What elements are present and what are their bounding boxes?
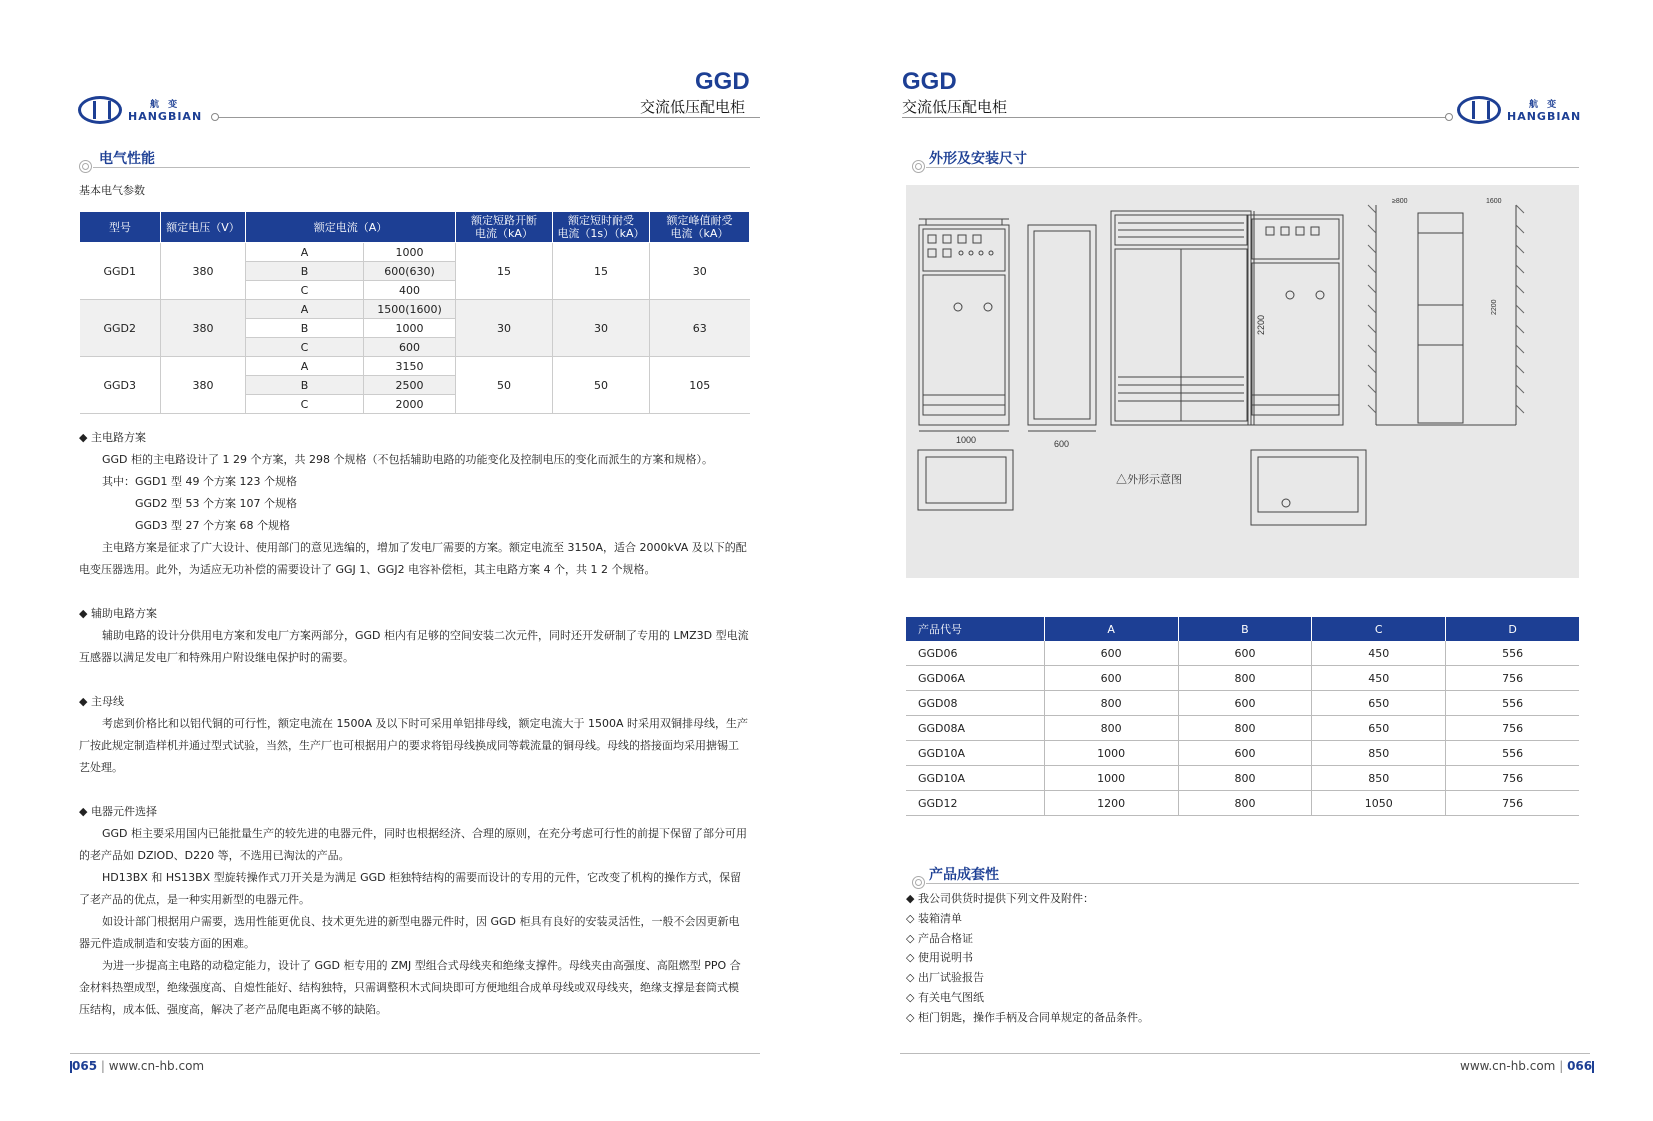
cell: 556	[1446, 691, 1579, 716]
cell: 1000	[1044, 741, 1178, 766]
drawing-caption: △外形示意图	[1116, 474, 1182, 486]
outline-drawing	[906, 185, 1579, 578]
base-plan-2	[1251, 450, 1366, 525]
paragraph: 其中：GGD1 型 49 个方案 123 个规格	[102, 475, 297, 488]
table-row	[906, 741, 1579, 766]
list-item: ◇ 出厂试验报告	[906, 971, 984, 985]
cell: GGD08	[906, 691, 1044, 716]
product-subtitle: 交流低压配电柜	[640, 98, 746, 116]
list-item: ◇ 使用说明书	[906, 951, 973, 965]
cell-sub: B	[246, 319, 364, 338]
electrical-params-table	[79, 211, 750, 414]
supply-lead: ◆ 我公司供货时提供下列文件及附件：	[906, 892, 1094, 905]
cell: GGD10A	[906, 766, 1044, 791]
table-row	[906, 666, 1579, 691]
cell: 850	[1312, 766, 1446, 791]
table-row	[906, 641, 1579, 666]
cell-voltage: 380	[161, 300, 246, 357]
page-number: 066	[1567, 1059, 1593, 1073]
cell-break: 15	[456, 243, 553, 300]
th-peak: 额定峰值耐受 电流（kA）	[650, 212, 750, 243]
cell: GGD06	[906, 641, 1044, 666]
cell-sub: A	[246, 243, 364, 262]
supply-list	[906, 889, 1149, 1028]
cell: 756	[1446, 716, 1579, 741]
section-rule	[926, 167, 1579, 168]
cell: 556	[1446, 741, 1579, 766]
heading-main-circuit: ◆ 主电路方案	[79, 431, 146, 444]
th-product-code: 产品代号	[906, 617, 1044, 641]
cell: 556	[1446, 641, 1579, 666]
cell: 1200	[1044, 791, 1178, 816]
cell-short: 30	[553, 300, 650, 357]
logo-mark-icon	[1457, 96, 1501, 124]
logo-cn: 航 变	[1529, 100, 1560, 110]
dim-600-label: 600	[1054, 439, 1070, 449]
cabinet-side	[1028, 225, 1096, 425]
cell-short: 15	[553, 243, 650, 300]
base-plan-1	[918, 450, 1013, 510]
logo-en: HANGBIAN	[128, 110, 203, 123]
list-item: ◇ 装箱清单	[906, 911, 962, 925]
cell-current: 2000	[364, 395, 456, 414]
th-model: 型号	[80, 212, 161, 243]
cell-current: 600(630)	[364, 262, 456, 281]
cell-break: 50	[456, 357, 553, 414]
paragraph: 为进一步提高主电路的动稳定能力，设计了 GGD 柜专用的 ZMJ 型组合式母线夹和绝缘支撑件。母线夹由高强度、高阻燃型 PPO 合金材料热塑成型，绝缘强度高、自熄性能好、结构独特，只需调整积木式间块即可方便地组合成单母线或双母线夹，绝缘支撑是套筒式模压结构，成本低、强度高，解决了老产品爬电距离不够的缺陷。	[79, 959, 741, 1016]
th-voltage: 额定电压（V）	[161, 212, 246, 243]
product-subtitle: 交流低压配电柜	[902, 98, 1008, 116]
footer-url[interactable]: www.cn-hb.com	[1460, 1059, 1556, 1073]
header-rule	[215, 117, 760, 118]
logo-en: HANGBIAN	[1507, 110, 1582, 123]
paragraph: 考虑到价格比和以铝代铜的可行性，额定电流在 1500A 及以下时可采用单铝排母线，额定电流大于 1500A 时采用双铜排母线，生产厂按此规定制造样机并通过型式试验，当然，生产厂也可根据用户的要求将铝母线换成同等载流量的铜母线。母线的搭接面均采用搪锡工艺处理。	[79, 717, 749, 774]
cell: 1000	[1044, 766, 1178, 791]
cell-current: 1500(1600)	[364, 300, 456, 319]
cell: 650	[1312, 716, 1446, 741]
header-rule	[902, 117, 1447, 118]
cell-sub: C	[246, 281, 364, 300]
th-break: 额定短路开断 电流（kA）	[456, 212, 553, 243]
cell-peak: 30	[650, 243, 750, 300]
cell-peak: 105	[650, 357, 750, 414]
cell: 600	[1044, 641, 1178, 666]
cell: 650	[1312, 691, 1446, 716]
heading-components: ◆ 电器元件选择	[79, 805, 157, 818]
paragraph: 辅助电路的设计分供用电方案和发电厂方案两部分，GGD 柜内有足够的空间安装二次元件，同时还开发研制了专用的 LMZ3D 型电流互感器以满足发电厂和特殊用户附设继电保护时的需要。	[79, 629, 749, 664]
left-page	[0, 0, 826, 1121]
paragraph: GGD 柜主要采用国内已能批量生产的较先进的电器元件，同时也根据经济、合理的原则，在充分考虑可行性的前提下保留了部分可用的老产品如 DZlOD、D220 等，不选用已淘汰的产品。	[79, 827, 748, 862]
th-b: B	[1178, 617, 1312, 641]
product-code-title: GGD	[695, 68, 750, 95]
heading-aux-circuit: ◆ 辅助电路方案	[79, 607, 157, 620]
paragraph: GGD3 型 27 个方案 68 个规格	[135, 519, 290, 532]
heading-busbar: ◆ 主母线	[79, 695, 124, 708]
footer-rule	[70, 1053, 760, 1054]
th-d: D	[1446, 617, 1579, 641]
product-code-title: GGD	[902, 68, 957, 95]
cell: 450	[1312, 641, 1446, 666]
page-number: 065	[72, 1059, 98, 1073]
cell-current: 1000	[364, 243, 456, 262]
cell: GGD10A	[906, 741, 1044, 766]
table-caption: 基本电气参数	[79, 184, 145, 197]
cell: 600	[1178, 741, 1312, 766]
section-circle-icon	[912, 876, 925, 889]
th-short: 额定短时耐受 电流（1s）（kA）	[553, 212, 650, 243]
table-row	[80, 357, 750, 376]
cell-current: 1000	[364, 319, 456, 338]
cell-sub: B	[246, 262, 364, 281]
cell-sub: A	[246, 357, 364, 376]
section-circle-icon	[79, 160, 92, 173]
cell: 600	[1178, 641, 1312, 666]
th-c: C	[1312, 617, 1446, 641]
cell-peak: 63	[650, 300, 750, 357]
cell-voltage: 380	[161, 243, 246, 300]
header-rule-dot	[211, 113, 219, 121]
footer-left: 065 | www.cn-hb.com	[72, 1059, 205, 1073]
section-circle-icon	[912, 160, 925, 173]
dim-1000-label: 1000	[956, 435, 977, 445]
paragraph: 主电路方案是征求了广大设计、使用部门的意见选编的，增加了发电厂需要的方案。额定电流至 3150A，适合 2000kVA 及以下的配电变压器选用。此外，为适应无功补偿的需要设计了 GGJ 1、GGJ2 电容补偿柜，其主电路方案 4 个，共 1 2 个规格。	[79, 541, 747, 576]
cell: GGD06A	[906, 666, 1044, 691]
cell-model: GGD2	[80, 300, 161, 357]
th-a: A	[1044, 617, 1178, 641]
cell: 756	[1446, 791, 1579, 816]
list-item: ◇ 柜门钥匙，操作手柄及合同单规定的备品条件。	[906, 1010, 1149, 1024]
table-row	[906, 791, 1579, 816]
cell: GGD12	[906, 791, 1044, 816]
section-rule	[926, 883, 1579, 884]
th-current: 额定电流（A）	[246, 212, 456, 243]
cell: 800	[1044, 716, 1178, 741]
table-row	[80, 243, 750, 262]
section-title-electrical: 电气性能	[99, 151, 155, 167]
cell: GGD08A	[906, 716, 1044, 741]
cell-current: 600	[364, 338, 456, 357]
cell: 800	[1178, 791, 1312, 816]
section-title-dimensions: 外形及安装尺寸	[929, 151, 1027, 167]
cell-sub: B	[246, 376, 364, 395]
section-rule	[93, 167, 750, 168]
cell-model: GGD3	[80, 357, 161, 414]
cell: 800	[1178, 666, 1312, 691]
paragraph: HD13BX 和 HS13BX 型旋转操作式刀开关是为满足 GGD 柜独特结构的需要而设计的专用的元件，它改变了机构的操作方式，保留了老产品的优点，是一种实用新型的电器元件。	[79, 871, 742, 906]
cell-break: 30	[456, 300, 553, 357]
cell-current: 3150	[364, 357, 456, 376]
company-logo	[78, 96, 202, 124]
paragraph: 如设计部门根据用户需要，选用性能更优良、技术更先进的新型电器元件时，因 GGD 柜具有良好的安装灵活性，一般不会因更新电器元件造成制造和安装方面的困难。	[79, 915, 740, 950]
table-row	[906, 691, 1579, 716]
cell: 800	[1044, 691, 1178, 716]
dim-small-label: 2200	[1491, 299, 1498, 315]
cell: 600	[1178, 691, 1312, 716]
cell: 756	[1446, 766, 1579, 791]
cell: 800	[1178, 716, 1312, 741]
paragraph: GGD2 型 53 个方案 107 个规格	[135, 497, 297, 510]
cell-current: 2500	[364, 376, 456, 395]
cell-sub: C	[246, 338, 364, 357]
dim-2200-label: 2200	[1256, 314, 1266, 335]
footer-right: www.cn-hb.com | 066	[1460, 1059, 1593, 1073]
paragraph: GGD 柜的主电路设计了 1 29 个方案，共 298 个规格（不包括辅助电路的功能变化及控制电压的变化而派生的方案和规格）。	[102, 453, 713, 466]
cell-sub: C	[246, 395, 364, 414]
cell-current: 400	[364, 281, 456, 300]
outline-drawing-svg	[906, 185, 1579, 578]
body-text	[79, 427, 749, 1021]
cabinet-section	[1418, 213, 1463, 423]
cell: 756	[1446, 666, 1579, 691]
cell: 850	[1312, 741, 1446, 766]
header-rule-dot	[1445, 113, 1453, 121]
logo-mark-icon	[78, 96, 122, 124]
cell: 600	[1044, 666, 1178, 691]
list-item: ◇ 有关电气图纸	[906, 990, 984, 1004]
cell: 450	[1312, 666, 1446, 691]
cell-sub: A	[246, 300, 364, 319]
footer-rule	[900, 1053, 1590, 1054]
table-row	[80, 300, 750, 319]
dim-800-label: ≥800	[1392, 198, 1408, 205]
logo-cn: 航 变	[150, 100, 181, 110]
table-row	[906, 766, 1579, 791]
company-logo	[1457, 96, 1581, 124]
dim-1600-label: 1600	[1486, 198, 1502, 205]
list-item: ◇ 产品合格证	[906, 931, 973, 945]
cell-short: 50	[553, 357, 650, 414]
cell: 800	[1178, 766, 1312, 791]
footer-url[interactable]: www.cn-hb.com	[108, 1059, 205, 1073]
table-row	[906, 716, 1579, 741]
cell-model: GGD1	[80, 243, 161, 300]
section-title-suite: 产品成套性	[929, 867, 999, 883]
cell: 1050	[1312, 791, 1446, 816]
cell-voltage: 380	[161, 357, 246, 414]
dimension-table	[906, 617, 1579, 816]
